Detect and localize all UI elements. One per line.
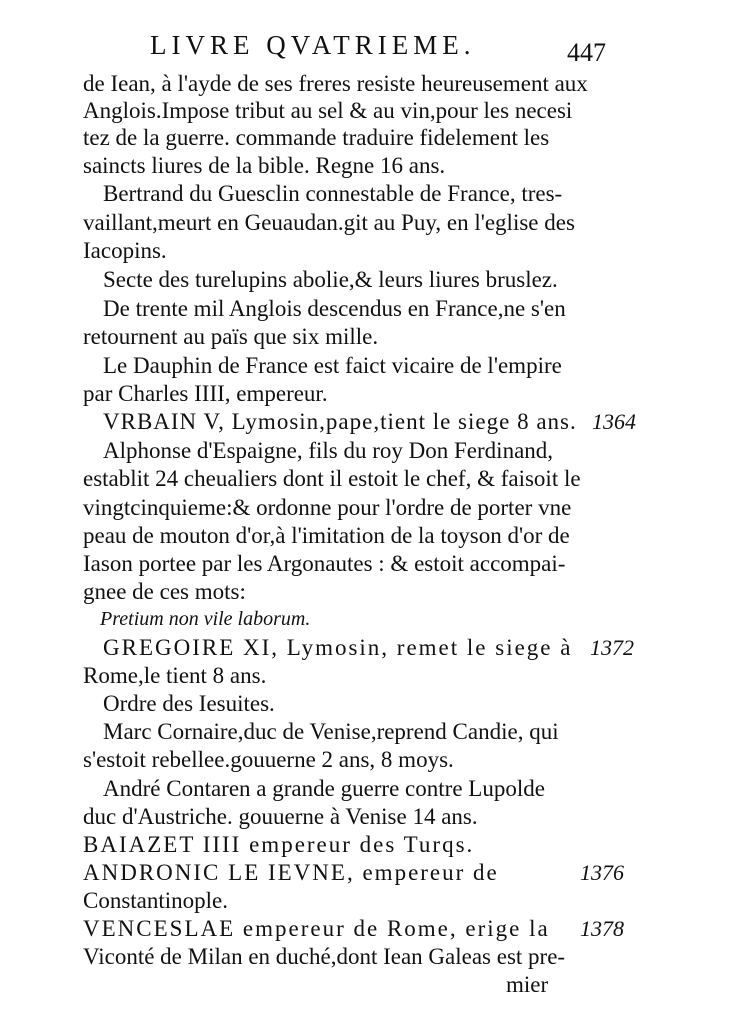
heading-line: VRBAIN V, Lymosin,pape,tient le siege 8 ans. (103, 409, 577, 434)
text-line: Bertrand du Guesclin connestable de France, tres- (103, 181, 563, 206)
text-line: saincts liures de la bible. Regne 16 ans. (83, 153, 446, 178)
heading-line: VENCESLAE empereur de Rome, erige la (83, 916, 550, 941)
text-line: André Contaren a grande guerre contre Lupolde (103, 776, 545, 801)
text-line: tez de la guerre. commande traduire fidelement les (83, 125, 550, 150)
text-line: Rome,le tient 8 ans. (83, 663, 267, 688)
year-margin: 1372 (590, 635, 634, 660)
motto-line: Pretium non vile laborum. (100, 608, 311, 630)
catchword: mier (506, 972, 549, 997)
running-head: LIVRE QVATRIEME. (150, 30, 476, 60)
text-line: De trente mil Anglois descendus en France,ne s'en (103, 296, 566, 321)
text-line: vingtcinquieme:& ordonne pour l'ordre de porter vne (83, 495, 572, 520)
text-line: establit 24 cheualiers dont il estoit le chef, & faisoit le (83, 466, 581, 491)
text-line: Anglois.Impose tribut au sel & au vin,pour les necesi (83, 98, 573, 123)
heading-line: GREGOIRE XI, Lymosin, remet le siege à (103, 635, 573, 660)
text-line: duc d'Austriche. gouuerne à Venise 14 ans. (83, 804, 478, 829)
text-line: gnee de ces mots: (83, 579, 246, 604)
text-line: de Iean, à l'ayde de ses freres resiste heureusement aux (83, 71, 588, 96)
heading-line: ANDRONIC LE IEVNE, empereur de (83, 860, 499, 885)
year-margin: 1378 (580, 916, 624, 941)
year-margin: 1364 (592, 409, 636, 434)
text-line: Le Dauphin de France est faict vicaire de l'empire (103, 353, 562, 378)
text-line: Ordre des Iesuites. (103, 691, 275, 716)
text-line: Alphonse d'Espaigne, fils du roy Don Ferdinand, (103, 438, 554, 463)
text-line: peau de mouton d'or,à l'imitation de la toyson d'or de (83, 523, 570, 548)
text-line: Viconté de Milan en duché,dont Iean Galeas est pre- (83, 944, 566, 969)
page-number: 447 (567, 38, 606, 67)
text-line: vaillant,meurt en Geuaudan.git au Puy, en l'eglise des (83, 210, 575, 235)
heading-line: BAIAZET IIII empereur des Turqs. (83, 832, 475, 857)
text-line: s'estoit rebellee.gouuerne 2 ans, 8 moys. (83, 747, 454, 772)
text-line: Constantinople. (83, 888, 229, 913)
year-margin: 1376 (580, 860, 624, 885)
text-line: Iacopins. (83, 238, 167, 263)
text-line: Secte des turelupins abolie,& leurs liures bruslez. (103, 267, 558, 292)
text-line: Marc Cornaire,duc de Venise,reprend Candie, qui (103, 719, 559, 744)
text-line: retournent au païs que six mille. (83, 324, 379, 349)
text-line: par Charles IIII, empereur. (83, 381, 328, 406)
text-line: Iason portee par les Argonautes : & estoit accompai- (83, 551, 566, 576)
